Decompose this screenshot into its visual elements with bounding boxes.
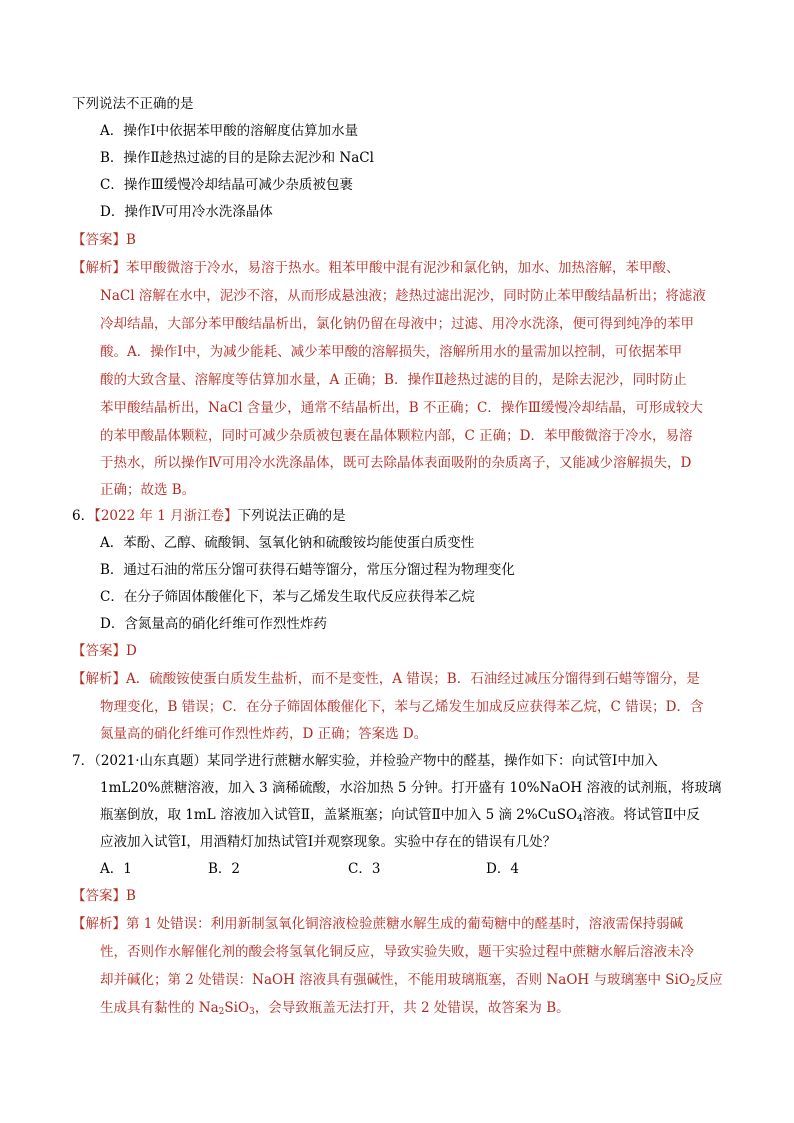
q7-answer (72, 886, 136, 906)
analysis-text: SiO (224, 1000, 250, 1016)
q5-analysis-line: 的苯甲酸晶体颗粒，同时可减少杂质被包裹在晶体颗粒内部，C 正确；D．苯甲酸微溶于冷水，易溶 (100, 428, 693, 444)
answer-value: D (126, 643, 137, 659)
q7-stem-line: 应液加入试管Ⅰ，用酒精灯加热试管Ⅰ并观察现象。实验中存在的错误有几处？ (100, 834, 557, 850)
q6-option-a: A．苯酚、乙醇、硫酸铜、氢氧化钠和硫酸铵均能使蛋白质变性 (100, 535, 475, 551)
q7-option-a: A．1 (100, 861, 132, 877)
q6-stem (72, 506, 346, 526)
q7-analysis-line (100, 970, 723, 990)
analysis-text: 却并碱化；第 2 处错误：NaOH 溶液具有强碱性，不能用玻璃瓶塞，否则 NaOH 与玻璃塞中 SiO (100, 972, 690, 988)
q7-stem-line: 1mL20%蔗糖溶液，加入 3 滴稀硫酸，水浴加热 5 分钟。打开盛有 10%NaOH 溶液的试剂瓶，将玻璃 (100, 780, 722, 796)
q5-analysis-line: 酸的大致含量、溶解度等估算加水量，A 正确；B．操作Ⅱ趁热过滤的目的，是除去泥沙，同时防止 (100, 372, 687, 388)
q5-option-d: D．操作Ⅳ可用冷水洗涤晶体 (100, 204, 273, 220)
q6-analysis-line: 物理变化，B 错误；C．在分子筛固体酸催化下，苯与乙烯发生加成反应获得苯乙烷，C 错误；D．含 (100, 699, 704, 715)
q7-option-c: C．3 (348, 861, 381, 877)
q5-analysis-line (72, 258, 680, 278)
q6-option-d: D．含氮量高的硝化纤维可作烈性炸药 (100, 616, 327, 632)
analysis-text: 苯甲酸微溶于冷水，易溶于热水。粗苯甲酸中混有泥沙和氯化钠，加水、加热溶解，苯甲酸、 (126, 260, 680, 276)
analysis-text: A．硫酸铵使蛋白质发生盐析，而不是变性，A 错误；B．石油经过减压分馏得到石蜡等馏分，是 (126, 671, 700, 687)
analysis-text: 第 1 处错误：利用新制氢氧化铜溶液检验蔗糖水解生成的葡萄糖中的醛基时，溶液需保持弱碱 (126, 916, 684, 932)
analysis-text: 反应 (695, 972, 723, 988)
subscript: 2 (689, 979, 696, 989)
q5-option-b: B．操作Ⅱ趁热过滤的目的是除去泥沙和 NaCl (100, 150, 374, 166)
q5-analysis-line: 于热水，所以操作Ⅳ可用冷水洗涤晶体，既可去除晶体表面吸附的杂质离子，又能减少溶解损失，D (100, 455, 692, 471)
stem-text: 瓶塞倒放，取 1mL 溶液加入试管Ⅱ，盖紧瓶塞；向试管Ⅱ中加入 5 滴 2%CuSO (100, 807, 578, 823)
q5-option-c: C．操作Ⅲ缓慢冷却结晶可减少杂质被包裹 (100, 177, 353, 193)
q5-analysis-line: 苯甲酸结晶析出，NaCl 含量少，通常不结晶析出，B 不正确；C．操作Ⅲ缓慢冷却结晶，可形成较大 (100, 400, 703, 416)
stem-text: 溶液。将试管Ⅱ中反 (582, 807, 700, 823)
q5-stem: 下列说法不正确的是 (72, 96, 194, 112)
answer-tag: 【答案】 (72, 888, 126, 904)
analysis-text: ，会导致瓶盖无法打开，共 2 处错误，故答案为 B。 (254, 1000, 570, 1016)
answer-tag: 【答案】 (72, 643, 126, 659)
analysis-tag: 【解析】 (72, 916, 126, 932)
answer-tag: 【答案】 (72, 232, 126, 248)
q6-analysis-line: 氮量高的硝化纤维可作烈性炸药，D 正确；答案选 D。 (100, 726, 428, 742)
q6-analysis-line (72, 669, 700, 689)
q5-analysis-line: 正确；故选 B。 (100, 482, 196, 498)
q6-option-c: C．在分子筛固体酸催化下，苯与乙烯发生取代反应获得苯乙烷 (100, 589, 475, 605)
subscript: 3 (249, 1007, 255, 1017)
question-text: 某同学进行蔗糖水解实验，并检验产物中的醛基，操作如下：向试管Ⅰ中加入 (207, 753, 658, 769)
question-text: 下列说法正确的是 (237, 508, 346, 524)
answer-value: B (126, 888, 136, 904)
question-number: 7． (72, 753, 95, 769)
q7-stem (72, 751, 658, 771)
q6-answer (72, 641, 137, 661)
q5-answer (72, 230, 136, 250)
subscript: 4 (577, 814, 583, 824)
q6-option-b: B．通过石油的常压分馏可获得石蜡等馏分，常压分馏过程为物理变化 (100, 562, 515, 578)
q7-stem-line (100, 805, 700, 825)
q7-option-b: B．2 (208, 861, 241, 877)
analysis-tag: 【解析】 (72, 260, 126, 276)
question-source: 【2022 年 1 月浙江卷】 (94, 508, 238, 524)
answer-value: B (126, 232, 136, 248)
q7-analysis-line (100, 998, 570, 1018)
question-source: （2021·山东真题） (94, 753, 207, 769)
q5-analysis-line: 酸。A．操作Ⅰ中，为减少能耗、减少苯甲酸的溶解损失，溶解所用水的量需加以控制，可依据苯甲 (100, 344, 683, 360)
q5-option-a: A．操作Ⅰ中依据苯甲酸的溶解度估算加水量 (100, 123, 359, 139)
subscript: 2 (218, 1007, 225, 1017)
analysis-text: 生成具有黏性的 Na (100, 1000, 219, 1016)
question-number: 6． (72, 508, 95, 524)
q7-analysis-line: 性，否则作水解催化剂的酸会将氢氧化铜反应，导致实验失败，题干实验过程中蔗糖水解后溶液未冷 (100, 944, 694, 960)
q5-analysis-line: NaCl 溶解在水中，泥沙不溶，从而形成悬浊液；趁热过滤出泥沙，同时防止苯甲酸结晶析出；将滤液 (100, 288, 706, 304)
q7-analysis-line (72, 914, 683, 934)
q5-analysis-line: 冷却结晶，大部分苯甲酸结晶析出，氯化钠仍留在母液中；过滤、用冷水洗涤，便可得到纯净的苯甲 (100, 316, 694, 332)
q7-option-d: D．4 (486, 861, 519, 877)
analysis-tag: 【解析】 (72, 671, 126, 687)
